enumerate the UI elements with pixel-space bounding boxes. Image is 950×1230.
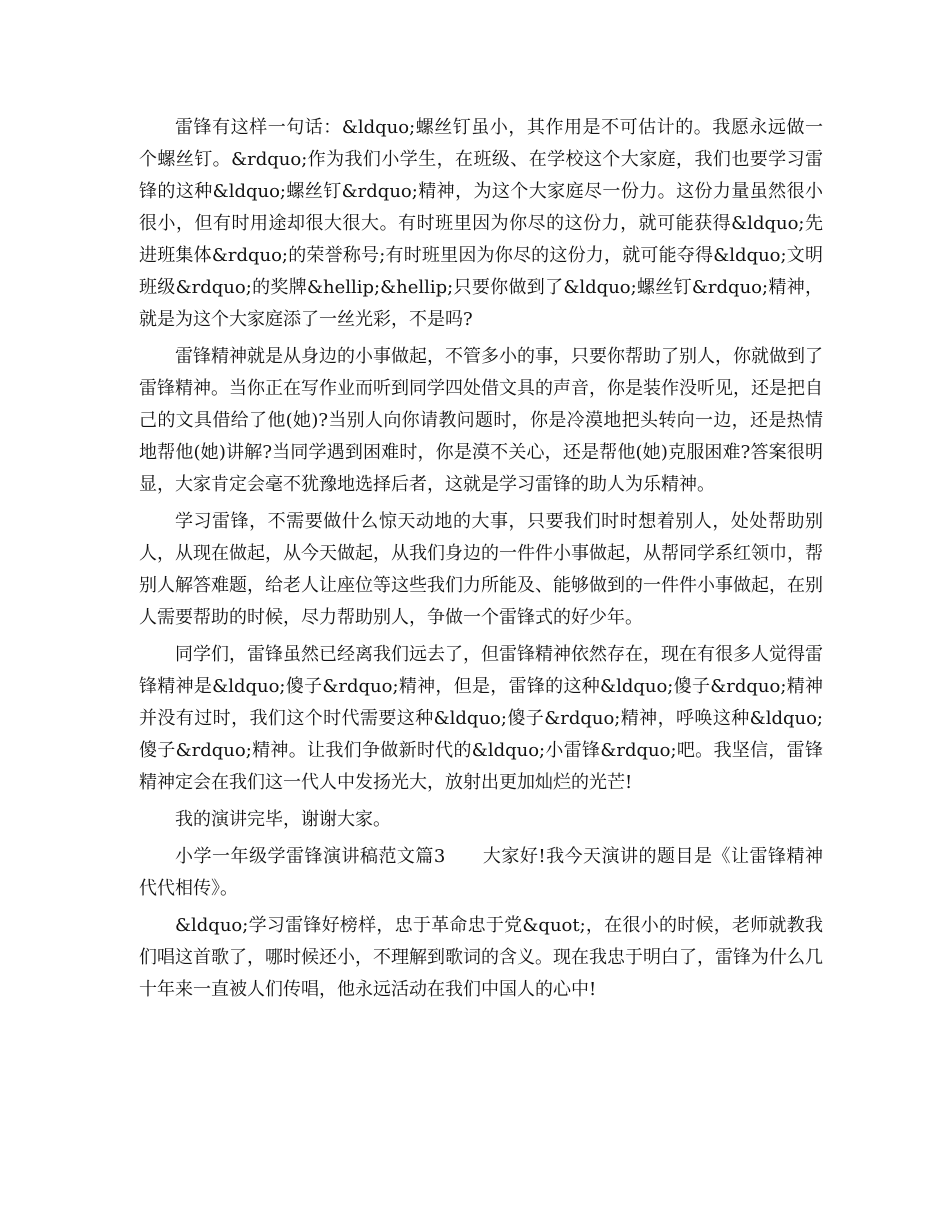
paragraph-small-deeds: 学习雷锋，不需要做什么惊天动地的大事，只要我们时时想着别人，处处帮助别人，从现在做起，从今天做起，从我们身边的一件件小事做起，从帮同学系红领巾，帮别人解答难题，给老人让座位等这些我们力所能及、能够做到的一件件小事做起，在别人需要帮助的时候，尽力帮助别人，争做一个雷锋式的好少年。 — [139, 511, 823, 628]
document-body — [139, 112, 823, 1011]
paragraph-helping-others: 雷锋精神就是从身边的小事做起，不管多小的事，只要你帮助了别人，你就做到了雷锋精神。当你正在写作业而听到同学四处借文具的声音，你是装作没听见，还是把自己的文具借给了他(她)?当别人向你请教问题时，你是冷漠地把头转向一边，还是热情地帮他(她)讲解?当同学遇到困难时，你是漠不关心，还是帮他(她)克服困难?答案很明显，大家肯定会毫不犹豫地选择后者，这就是学习雷锋的助人为乐精神。 — [139, 346, 823, 495]
paragraph-screw-spirit: 雷锋有这样一句话：&ldquo;螺丝钉虽小，其作用是不可估计的。我愿永远做一个螺丝钉。&rdquo;作为我们小学生，在班级、在学校这个大家庭，我们也要学习雷锋的这种&ldquo;螺丝钉&rdquo;精神，为这个大家庭尽一份力。这份力量虽然很小很小，但有时用途却很大很大。有时班里因为你尽的这份力，就可能获得&ldquo;先进班集体&rdquo;的荣誉称号;有时班里因为你尽的这份力，就可能夺得&ldquo;文明班级&rdquo;的奖牌&hellip;&hellip;只要你做到了&ldquo;螺丝钉&rdquo;精神，就是为这个大家庭添了一丝光彩，不是吗? — [139, 117, 823, 330]
paragraph-fool-spirit: 同学们，雷锋虽然已经离我们远去了，但雷锋精神依然存在，现在有很多人觉得雷锋精神是&ldquo;傻子&rdquo;精神，但是，雷锋的这种&ldquo;傻子&rdquo;精神并没有过时，我们这个时代需要这种&ldquo;傻子&rdquo;精神，呼唤这种&ldquo;傻子&rdquo;精神。让我们争做新时代的&ldquo;小雷锋&rdquo;吧。我坚信，雷锋精神定会在我们这一代人中发扬光大，放射出更加灿烂的光芒! — [139, 644, 823, 793]
paragraph-speech-3-intro: 小学一年级学雷锋演讲稿范文篇3 大家好!我今天演讲的题目是《让雷锋精神代代相传》。 — [139, 846, 823, 899]
paragraph-song: &ldquo;学习雷锋好榜样，忠于革命忠于党&quot;，在很小的时候，老师就教我们唱这首歌了，哪时候还小，不理解到歌词的含义。现在我忠于明白了，雷锋为什么几十年来一直被人们传唱，他永远活动在我们中国人的心中! — [139, 915, 823, 1000]
paragraph-closing: 我的演讲完毕，谢谢大家。 — [175, 809, 391, 830]
